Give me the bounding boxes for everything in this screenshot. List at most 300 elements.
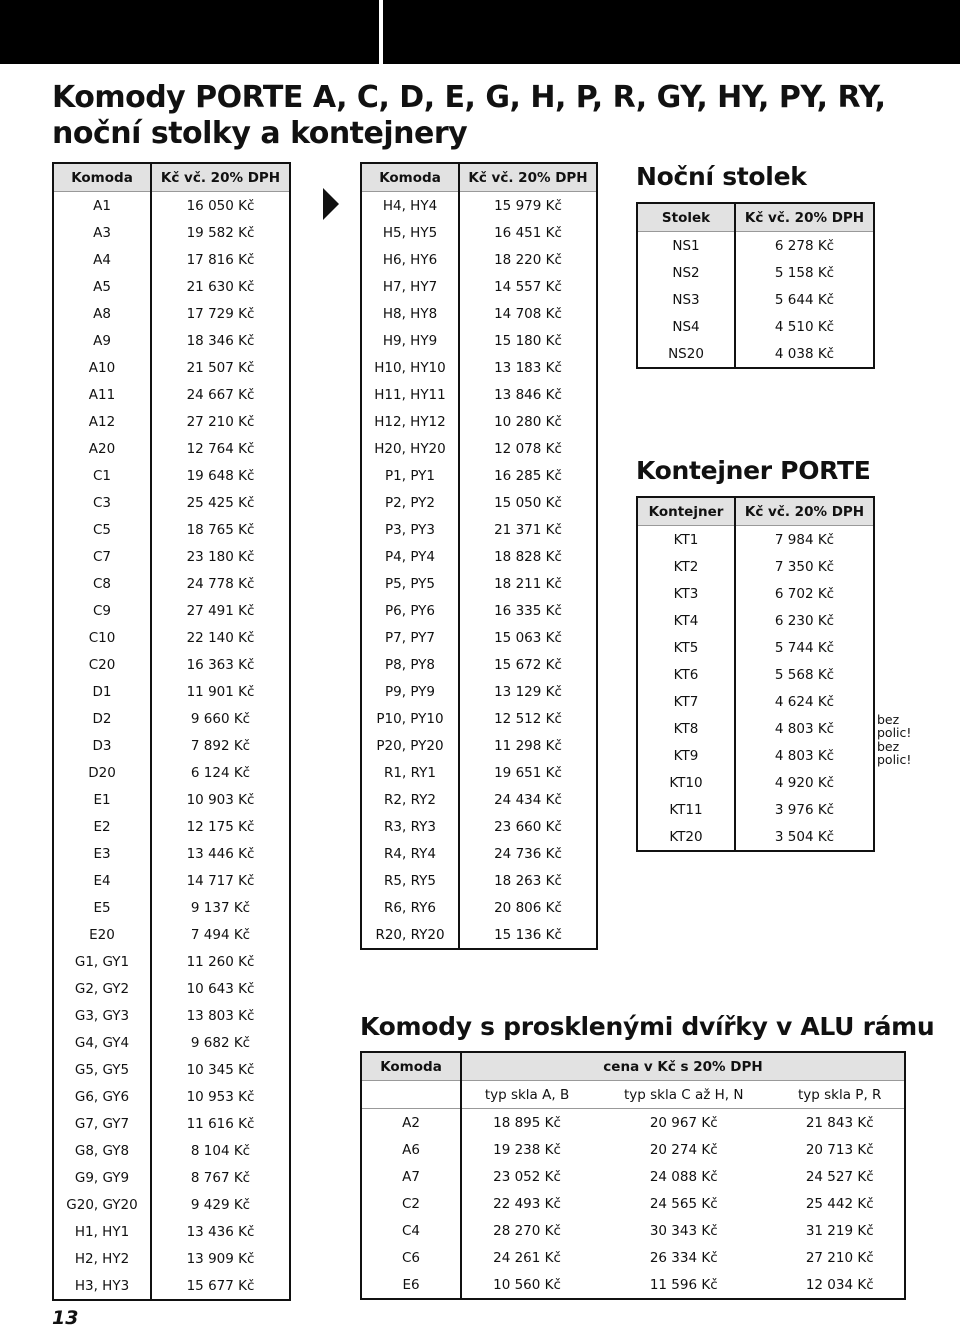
glass-table-cell: 20 713 Kč — [805, 1141, 874, 1158]
glass-table-heading: Komody s prosklenými dvířky v ALU rámu — [360, 1012, 935, 1041]
kt9-note-line-2: polic! — [877, 752, 912, 767]
kt9-note-line-1: bez — [877, 739, 900, 754]
komody-table-2-cell: P2, PY2 — [385, 494, 435, 511]
komody-table-1-cell: G20, GY20 — [66, 1196, 138, 1213]
nocni-stolek-row — [637, 340, 874, 368]
komody-table-1-cell: 16 050 Kč — [151, 192, 290, 220]
komody-table-1-row — [53, 570, 290, 597]
kontejner-cell: 6 702 Kč — [735, 580, 874, 607]
komody-table-1-row — [53, 840, 290, 867]
glass-table-cell: 21 843 Kč — [805, 1114, 874, 1131]
komody-table-2-cell: 18 828 Kč — [459, 543, 597, 570]
komody-table-1-cell: H1, HY1 — [74, 1223, 130, 1240]
glass-table-cell: 24 565 Kč — [649, 1195, 718, 1212]
kontejner-row — [637, 580, 874, 607]
komody-table-1-cell: 9 682 Kč — [151, 1029, 290, 1056]
komody-table-2-row — [361, 435, 597, 462]
kontejner-row — [637, 769, 874, 796]
komody-table-1-cell: G1, GY1 — [74, 953, 130, 970]
glass-table-cell: 18 895 Kč — [493, 1114, 561, 1131]
komody-table-1-cell: C10 — [88, 629, 116, 646]
komody-table-1-cell: C7 — [92, 548, 111, 565]
kt8-note-line-2: polic! — [877, 725, 912, 740]
komody-table-2-cell: P9, PY9 — [385, 683, 435, 700]
komody-table-1-row — [53, 1245, 290, 1272]
komody-table-2-row — [361, 543, 597, 570]
komody-table-2-cell: 18 263 Kč — [459, 867, 597, 894]
glass-table-cell: A7 — [361, 1163, 461, 1190]
komody-table-1-cell: A8 — [93, 305, 111, 322]
kontejner-cell: KT10 — [669, 774, 703, 791]
komody-table-2-row — [361, 489, 597, 516]
komody-table-1-cell: 9 137 Kč — [151, 894, 290, 921]
continuation-arrow-icon — [323, 188, 339, 220]
komody-table-2-cell: R4, RY4 — [384, 845, 436, 862]
komody-table-2-cell: H8, HY8 — [382, 305, 438, 322]
komody-table-1-row — [53, 678, 290, 705]
komody-table-1-cell: C1 — [92, 467, 111, 484]
page-number: 13 — [52, 1307, 79, 1329]
komody-table-1-row — [53, 651, 290, 678]
kontejner-row — [637, 796, 874, 823]
komody-table-2-cell: 13 129 Kč — [459, 678, 597, 705]
komody-table-1-cell: C20 — [88, 656, 116, 673]
kontejner-cell: KT11 — [669, 801, 703, 818]
kontejner-cell: 3 504 Kč — [735, 823, 874, 851]
komody-table-2-cell: 15 672 Kč — [459, 651, 597, 678]
komody-table-1-cell: A5 — [93, 278, 111, 295]
komody-table-2-cell: P6, PY6 — [385, 602, 435, 619]
kontejner-row — [637, 634, 874, 661]
komody-table-1-row — [53, 894, 290, 921]
komody-table-1-cell: 19 582 Kč — [151, 219, 290, 246]
komody-table-2-row — [361, 705, 597, 732]
komody-table-2-row — [361, 246, 597, 273]
komody-table-2-cell: H11, HY11 — [374, 386, 446, 403]
komody-table-1-row — [53, 813, 290, 840]
glass-table-cell: A2 — [361, 1109, 461, 1137]
komody-table-1-cell: E5 — [93, 899, 111, 916]
komody-table-1-row — [53, 705, 290, 732]
kontejner-cell: KT2 — [673, 558, 699, 575]
komody-table-2-cell: 14 708 Kč — [459, 300, 597, 327]
komody-table-2-cell: 15 180 Kč — [459, 327, 597, 354]
page-title-line-1: Komody PORTE A, C, D, E, G, H, P, R, GY, HY, PY, RY, — [52, 80, 886, 115]
komody-table-2-cell: H12, HY12 — [374, 413, 446, 430]
nocni-stolek-cell: 4 038 Kč — [735, 340, 874, 368]
glass-table-cell: 11 596 Kč — [649, 1276, 718, 1293]
top-black-bar — [0, 0, 960, 64]
komody-table-1-row — [53, 624, 290, 651]
komody-table-1 — [52, 162, 291, 1301]
komody-table-1-row — [53, 516, 290, 543]
komody-table-2-cell: 13 183 Kč — [459, 354, 597, 381]
kontejner-cell: 7 350 Kč — [735, 553, 874, 580]
komody-table-2-row — [361, 786, 597, 813]
komody-table-1-row — [53, 192, 290, 220]
komody-table-1-row — [53, 435, 290, 462]
komody-table-1-row — [53, 948, 290, 975]
komody-table-1-row — [53, 1083, 290, 1110]
glass-table-cell: 31 219 Kč — [805, 1222, 874, 1239]
komody-table-2-cell: R5, RY5 — [384, 872, 436, 889]
glass-subheader-ch: typ skla C až H, N — [592, 1081, 775, 1109]
komody-table-1-row — [53, 489, 290, 516]
komody-table-2-row — [361, 759, 597, 786]
kontejner-row — [637, 742, 874, 769]
kontejner-cell: 4 803 Kč — [735, 742, 874, 769]
komody-table-2-cell: R6, RY6 — [384, 899, 436, 916]
komody-table-1-row — [53, 462, 290, 489]
glass-table-row — [361, 1109, 905, 1137]
komody-table-2-row — [361, 516, 597, 543]
komody-table-2-cell: H7, HY7 — [382, 278, 438, 295]
komody-table-1-cell: 13 436 Kč — [151, 1218, 290, 1245]
komody-table-1-cell: 6 124 Kč — [151, 759, 290, 786]
komody-table-2-cell: 12 512 Kč — [459, 705, 597, 732]
kontejner-cell: 3 976 Kč — [735, 796, 874, 823]
komody-table-2-cell: 23 660 Kč — [459, 813, 597, 840]
komody-table-2-row — [361, 462, 597, 489]
glass-table — [360, 1051, 906, 1300]
komody-table-2-cell: 13 846 Kč — [459, 381, 597, 408]
komody-table-1-header-komoda: Komoda — [53, 163, 151, 192]
komody-table-2-cell: R3, RY3 — [384, 818, 436, 835]
komody-table-1-cell: E3 — [93, 845, 111, 862]
nocni-stolek-cell: 5 644 Kč — [735, 286, 874, 313]
komody-table-1-cell: E20 — [89, 926, 115, 943]
kontejner-table — [636, 496, 875, 852]
komody-table-1-cell: 17 729 Kč — [151, 300, 290, 327]
nocni-stolek-cell: NS4 — [672, 318, 700, 335]
komody-table-2-cell: H4, HY4 — [382, 197, 438, 214]
komody-table-2-cell: P5, PY5 — [385, 575, 435, 592]
glass-table-cell: E6 — [361, 1271, 461, 1299]
komody-table-2-cell: P8, PY8 — [385, 656, 435, 673]
nocni-stolek-cell: NS3 — [672, 291, 700, 308]
nocni-stolek-cell: 5 158 Kč — [735, 259, 874, 286]
komody-table-1-cell: D20 — [88, 764, 116, 781]
komody-table-1-cell: 15 677 Kč — [151, 1272, 290, 1300]
komody-table-1-cell: 25 425 Kč — [151, 489, 290, 516]
komody-table-1-cell: D2 — [92, 710, 112, 727]
nocni-stolek-header-price: Kč vč. 20% DPH — [735, 203, 874, 232]
komody-table-2-cell: 19 651 Kč — [459, 759, 597, 786]
komody-table-1-cell: G7, GY7 — [74, 1115, 130, 1132]
komody-table-1-cell: D3 — [92, 737, 112, 754]
komody-table-1-cell: 10 345 Kč — [151, 1056, 290, 1083]
komody-table-1-cell: 11 901 Kč — [151, 678, 290, 705]
komody-table-1-cell: 10 903 Kč — [151, 786, 290, 813]
komody-table-1-cell: E2 — [93, 818, 111, 835]
komody-table-2-cell: 10 280 Kč — [459, 408, 597, 435]
komody-table-1-cell: 13 446 Kč — [151, 840, 290, 867]
komody-table-2-cell: 21 371 Kč — [459, 516, 597, 543]
komody-table-2-cell: P4, PY4 — [385, 548, 435, 565]
komody-table-2-cell: 15 063 Kč — [459, 624, 597, 651]
komody-table-2-body — [361, 192, 597, 950]
komody-table-1-cell: 10 953 Kč — [151, 1083, 290, 1110]
glass-table-row — [361, 1136, 905, 1163]
kt8-note-line-1: bez — [877, 712, 900, 727]
glass-table-cell: 25 442 Kč — [805, 1195, 874, 1212]
glass-table-cell: C4 — [361, 1217, 461, 1244]
komody-table-1-row — [53, 1002, 290, 1029]
komody-table-1-row — [53, 273, 290, 300]
kontejner-cell: KT6 — [673, 666, 699, 683]
glass-table-cell: 20 967 Kč — [649, 1114, 718, 1131]
glass-table-body — [361, 1109, 905, 1300]
glass-table-row — [361, 1217, 905, 1244]
komody-table-2-row — [361, 921, 597, 949]
komody-table-2-cell: 16 335 Kč — [459, 597, 597, 624]
kontejner-cell: KT3 — [673, 585, 699, 602]
komody-table-2-cell: 15 050 Kč — [459, 489, 597, 516]
komody-table-1-body — [53, 192, 290, 1301]
glass-header-price: cena v Kč s 20% DPH — [461, 1052, 905, 1081]
komody-table-2-cell: R2, RY2 — [384, 791, 436, 808]
kontejner-row — [637, 715, 874, 742]
kontejner-cell: 6 230 Kč — [735, 607, 874, 634]
komody-table-1-cell: 9 429 Kč — [151, 1191, 290, 1218]
page-title-line-2: noční stolky a kontejnery — [52, 116, 468, 151]
komody-table-1-cell: G4, GY4 — [74, 1034, 130, 1051]
komody-table-2-row — [361, 192, 597, 220]
nocni-stolek-row — [637, 232, 874, 260]
glass-table-cell: 20 274 Kč — [649, 1141, 718, 1158]
komody-table-1-row — [53, 597, 290, 624]
komody-table-2-row — [361, 219, 597, 246]
komody-table-2-cell: 12 078 Kč — [459, 435, 597, 462]
komody-table-2-cell: 15 979 Kč — [459, 192, 597, 220]
nocni-stolek-cell: 4 510 Kč — [735, 313, 874, 340]
komody-table-1-row — [53, 300, 290, 327]
kontejner-cell: KT9 — [673, 747, 699, 764]
kt8-note — [877, 713, 911, 739]
glass-table-cell: C2 — [361, 1190, 461, 1217]
kontejner-header-price: Kč vč. 20% DPH — [735, 497, 874, 526]
kontejner-row — [637, 553, 874, 580]
komody-table-1-cell: A10 — [88, 359, 116, 376]
komody-table-1-cell: G5, GY5 — [74, 1061, 130, 1078]
komody-table-2-cell: 14 557 Kč — [459, 273, 597, 300]
komody-table-2-cell: 16 285 Kč — [459, 462, 597, 489]
kontejner-row — [637, 607, 874, 634]
komody-table-1-cell: 13 909 Kč — [151, 1245, 290, 1272]
komody-table-2-cell: H6, HY6 — [382, 251, 438, 268]
glass-table-cell: 24 088 Kč — [649, 1168, 718, 1185]
nocni-stolek-header-stolek: Stolek — [637, 203, 735, 232]
komody-table-2-cell: 11 298 Kč — [459, 732, 597, 759]
page-title — [52, 80, 932, 152]
nocni-stolek-row — [637, 259, 874, 286]
komody-table-2-cell: H20, HY20 — [374, 440, 446, 457]
kontejner-cell: 4 920 Kč — [735, 769, 874, 796]
kontejner-cell: 4 803 Kč — [735, 715, 874, 742]
nocni-stolek-heading: Noční stolek — [636, 162, 807, 191]
glass-table-cell: C6 — [361, 1244, 461, 1271]
komody-table-2-row — [361, 867, 597, 894]
kontejner-row — [637, 661, 874, 688]
komody-table-2-cell: H10, HY10 — [374, 359, 446, 376]
komody-table-1-cell: C3 — [92, 494, 111, 511]
komody-table-2-cell: 24 736 Kč — [459, 840, 597, 867]
glass-header-komoda: Komoda — [361, 1052, 461, 1081]
komody-table-1-cell: H2, HY2 — [74, 1250, 130, 1267]
komody-table-1-cell: G6, GY6 — [74, 1088, 130, 1105]
komody-table-1-cell: 8 767 Kč — [151, 1164, 290, 1191]
nocni-stolek-cell: 6 278 Kč — [735, 232, 874, 260]
komody-table-2-header-price: Kč vč. 20% DPH — [459, 163, 597, 192]
komody-table-1-header-price: Kč vč. 20% DPH — [151, 163, 290, 192]
komody-table-1-cell: 27 491 Kč — [151, 597, 290, 624]
komody-table-2-cell: P1, PY1 — [385, 467, 435, 484]
komody-table-1-cell: 22 140 Kč — [151, 624, 290, 651]
komody-table-1-cell: 19 648 Kč — [151, 462, 290, 489]
glass-table-cell: 23 052 Kč — [493, 1168, 561, 1185]
glass-table-row — [361, 1163, 905, 1190]
glass-table-cell: 24 527 Kč — [805, 1168, 874, 1185]
komody-table-1-cell: A9 — [93, 332, 111, 349]
komody-table-1-cell: A12 — [88, 413, 116, 430]
komody-table-1-row — [53, 381, 290, 408]
kontejner-row — [637, 688, 874, 715]
komody-table-2-cell: P7, PY7 — [385, 629, 435, 646]
komody-table-1-row — [53, 327, 290, 354]
komody-table-1-cell: D1 — [92, 683, 112, 700]
kontejner-cell: KT5 — [673, 639, 699, 656]
glass-table-cell: A6 — [361, 1136, 461, 1163]
kontejner-cell: KT1 — [673, 531, 699, 548]
glass-table-cell: 22 493 Kč — [493, 1195, 561, 1212]
kontejner-cell: 5 744 Kč — [735, 634, 874, 661]
komody-table-2-row — [361, 300, 597, 327]
kontejner-cell: KT20 — [669, 828, 703, 845]
komody-table-1-cell: C5 — [92, 521, 111, 538]
glass-table-cell: 30 343 Kč — [649, 1222, 718, 1239]
komody-table-2-row — [361, 408, 597, 435]
kontejner-cell: 7 984 Kč — [735, 526, 874, 554]
komody-table-1-cell: G2, GY2 — [74, 980, 130, 997]
komody-table-2-row — [361, 840, 597, 867]
nocni-stolek-table — [636, 202, 875, 369]
komody-table-1-cell: A4 — [93, 251, 111, 268]
nocni-stolek-cell: NS2 — [672, 264, 700, 281]
komody-table-1-cell: 21 507 Kč — [151, 354, 290, 381]
komody-table-1-row — [53, 354, 290, 381]
komody-table-2-cell: H5, HY5 — [382, 224, 438, 241]
komody-table-2-cell: 16 451 Kč — [459, 219, 597, 246]
nocni-stolek-cell: NS1 — [672, 237, 700, 254]
komody-table-1-cell: 7 494 Kč — [151, 921, 290, 948]
komody-table-2-cell: 20 806 Kč — [459, 894, 597, 921]
glass-table-row — [361, 1244, 905, 1271]
kontejner-row — [637, 823, 874, 851]
komody-table-2-row — [361, 327, 597, 354]
komody-table-2-cell: P3, PY3 — [385, 521, 435, 538]
komody-table-1-row — [53, 732, 290, 759]
glass-table-cell: 28 270 Kč — [493, 1222, 561, 1239]
komody-table-1-cell: 7 892 Kč — [151, 732, 290, 759]
komody-table-1-row — [53, 786, 290, 813]
komody-table-1-cell: 18 346 Kč — [151, 327, 290, 354]
glass-table-row — [361, 1190, 905, 1217]
komody-table-2-cell: 18 220 Kč — [459, 246, 597, 273]
komody-table-1-row — [53, 1191, 290, 1218]
komody-table-1-cell: 11 260 Kč — [151, 948, 290, 975]
komody-table-1-cell: 21 630 Kč — [151, 273, 290, 300]
glass-table-cell: 10 560 Kč — [493, 1276, 561, 1293]
glass-table-cell: 24 261 Kč — [493, 1249, 561, 1266]
komody-table-1-cell: 14 717 Kč — [151, 867, 290, 894]
glass-table-cell: 19 238 Kč — [493, 1141, 561, 1158]
komody-table-2-cell: 15 136 Kč — [459, 921, 597, 949]
kontejner-cell: 4 624 Kč — [735, 688, 874, 715]
komody-table-1-row — [53, 1164, 290, 1191]
komody-table-1-cell: A11 — [88, 386, 116, 403]
komody-table-1-cell: C9 — [92, 602, 111, 619]
komody-table-1-row — [53, 1272, 290, 1300]
komody-table-2-row — [361, 381, 597, 408]
komody-table-2-cell: R1, RY1 — [384, 764, 436, 781]
kontejner-body — [637, 526, 874, 852]
komody-table-1-cell: 23 180 Kč — [151, 543, 290, 570]
komody-table-2-row — [361, 570, 597, 597]
komody-table-1-row — [53, 543, 290, 570]
komody-table-2-row — [361, 813, 597, 840]
komody-table-1-cell: 9 660 Kč — [151, 705, 290, 732]
kontejner-header-kontejner: Kontejner — [637, 497, 735, 526]
nocni-stolek-row — [637, 313, 874, 340]
glass-subheader-empty — [361, 1081, 461, 1109]
kontejner-cell: KT7 — [673, 693, 699, 710]
komody-table-1-cell: G3, GY3 — [74, 1007, 130, 1024]
komody-table-1-row — [53, 1218, 290, 1245]
glass-table-cell: 27 210 Kč — [805, 1249, 874, 1266]
top-bar-divider — [379, 0, 383, 64]
komody-table-1-row — [53, 975, 290, 1002]
kontejner-cell: KT8 — [673, 720, 699, 737]
komody-table-2-cell: 24 434 Kč — [459, 786, 597, 813]
glass-table-row — [361, 1271, 905, 1299]
komody-table-2-row — [361, 597, 597, 624]
komody-table-2-row — [361, 732, 597, 759]
glass-table-cell: 12 034 Kč — [805, 1276, 874, 1293]
komody-table-1-cell: A1 — [93, 197, 111, 214]
komody-table-1-cell: C8 — [92, 575, 111, 592]
komody-table-1-cell: A3 — [93, 224, 111, 241]
komody-table-1-cell: 27 210 Kč — [151, 408, 290, 435]
komody-table-1-cell: 10 643 Kč — [151, 975, 290, 1002]
nocni-stolek-row — [637, 286, 874, 313]
glass-table-cell: 26 334 Kč — [649, 1249, 718, 1266]
komody-table-1-cell: H3, HY3 — [74, 1277, 130, 1294]
komody-table-2-cell: H9, HY9 — [382, 332, 438, 349]
komody-table-1-row — [53, 246, 290, 273]
kontejner-row — [637, 526, 874, 554]
glass-subheader-pr: typ skla P, R — [775, 1081, 905, 1109]
nocni-stolek-body — [637, 232, 874, 369]
komody-table-1-cell: 13 803 Kč — [151, 1002, 290, 1029]
komody-table-2-row — [361, 273, 597, 300]
komody-table-2 — [360, 162, 598, 950]
komody-table-2-cell: R20, RY20 — [375, 926, 445, 943]
komody-table-1-cell: 24 778 Kč — [151, 570, 290, 597]
komody-table-2-cell: 18 211 Kč — [459, 570, 597, 597]
komody-table-1-cell: 8 104 Kč — [151, 1137, 290, 1164]
komody-table-1-cell: 17 816 Kč — [151, 246, 290, 273]
kontejner-cell: 5 568 Kč — [735, 661, 874, 688]
